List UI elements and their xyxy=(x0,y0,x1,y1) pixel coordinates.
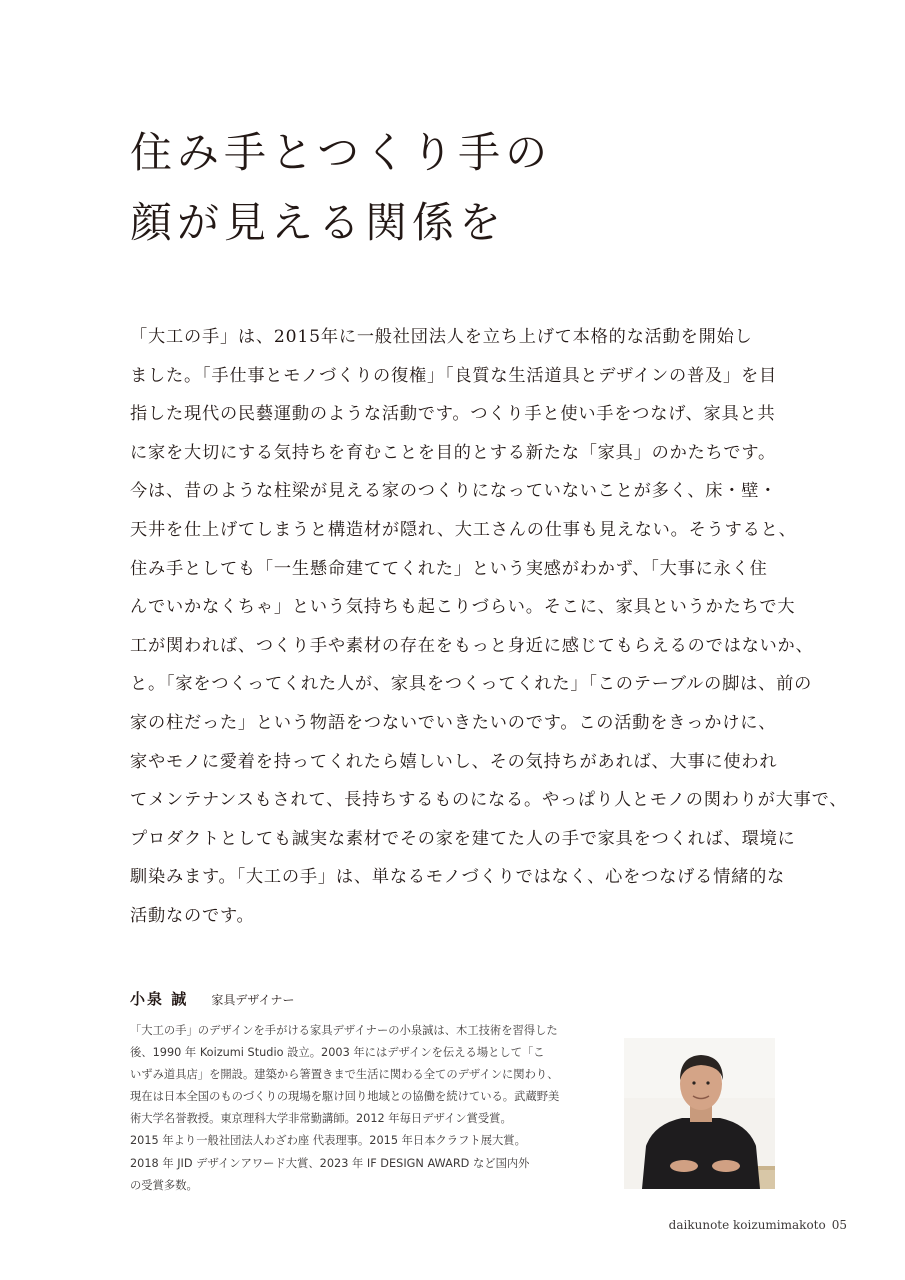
page-footer xyxy=(669,1218,847,1232)
essay-line: 「大工の手」は、2015年に一般社団法人を立ち上げて本格的な活動を開始し xyxy=(130,327,753,347)
bio-line: 「大工の手」のデザインを手がける家具デザイナーの小泉誠は、木工技術を習得した xyxy=(130,1024,558,1037)
profile-heading xyxy=(130,988,295,1009)
bio-line: いずみ道具店」を開設。建築から箸置きまで生活に関わる全てのデザインに関わり、 xyxy=(130,1068,559,1082)
page-number: 05 xyxy=(831,1218,847,1232)
portrait-photo xyxy=(624,1038,775,1189)
portrait-illustration xyxy=(624,1038,775,1189)
essay-line: に家を大切にする気持ちを育むことを目的とする新たな「家具」のかたちです。 xyxy=(130,442,777,463)
main-essay xyxy=(130,318,848,936)
essay-line: 今は、昔のような柱梁が見える家のつくりになっていないことが多く、床・壁・ xyxy=(130,481,778,502)
essay-line: 住み手としても「一生懸命建ててくれた」という実感がわかず、「大事に永く住 xyxy=(130,558,768,579)
essay-line: プロダクトとしても誠実な素材でその家を建てた人の手で家具をつくれば、環境に xyxy=(130,828,796,849)
essay-line: ました。「手仕事とモノづくりの復権」「良質な生活道具とデザインの普及」を目 xyxy=(130,365,777,386)
essay-line: 天井を仕上げてしまうと構造材が隠れ、大工さんの仕事も見えない。そうすると、 xyxy=(130,519,797,540)
footer-label: daikunote koizumimakoto xyxy=(668,1218,826,1232)
essay-line: 家の柱だった」という物語をつないでいきたいのです。この活動をきっかけに、 xyxy=(130,712,777,733)
bio-line: の受賞多数。 xyxy=(130,1178,198,1192)
page-title xyxy=(130,118,830,258)
bio-line: 2015 年より一般社団法人わざわ座 代表理事。2015 年日本クラフト展大賞。 xyxy=(130,1134,526,1148)
title-line-1: 住み手とつくり手の xyxy=(130,128,553,177)
title-line-2: 顔が見える関係を xyxy=(130,198,507,247)
profile-bio xyxy=(130,1020,590,1197)
essay-line: 指した現代の民藝運動のような活動です。つくり手と使い手をつなげ、家具と共 xyxy=(130,404,776,425)
essay-line: 家やモノに愛着を持ってくれたら嬉しいし、その気持ちがあれば、大事に使われ xyxy=(130,751,778,772)
essay-line: 馴染みます。「大工の手」は、単なるモノづくりではなく、心をつなげる情緒的な xyxy=(130,867,786,888)
essay-line: と。「家をつくってくれた人が、家具をつくってくれた」「このテーブルの脚は、前の xyxy=(130,674,813,695)
profile-name: 小泉 誠 xyxy=(130,990,189,1008)
essay-line: てメンテナンスもされて、長持ちするものになる。やっぱり人とモノの関わりが大事で、 xyxy=(130,790,848,811)
profile-role: 家具デザイナー xyxy=(211,993,295,1007)
bio-line: 術大学名誉教授。東京理科大学非常勤講師。2012 年毎日デザイン賞受賞。 xyxy=(130,1112,512,1126)
bio-line: 後、1990 年 Koizumi Studio 設立。2003 年にはデザインを伝える場として「こ xyxy=(130,1046,545,1060)
essay-line: 工が関われば、つくり手や素材の存在をもっと身近に感じてもらえるのではないか、 xyxy=(130,635,814,656)
essay-line: 活動なのです。 xyxy=(130,905,255,926)
essay-line: んでいかなくちゃ」という気持ちも起こりづらい。そこに、家具というかたちで大 xyxy=(130,597,796,618)
bio-line: 2018 年 JID デザインアワード大賞、2023 年 IF DESIGN AWARD など国内外 xyxy=(130,1156,530,1170)
bio-line: 現在は日本全国のものづくりの現場を駆け回り地域との協働を続けている。武蔵野美 xyxy=(130,1090,560,1104)
